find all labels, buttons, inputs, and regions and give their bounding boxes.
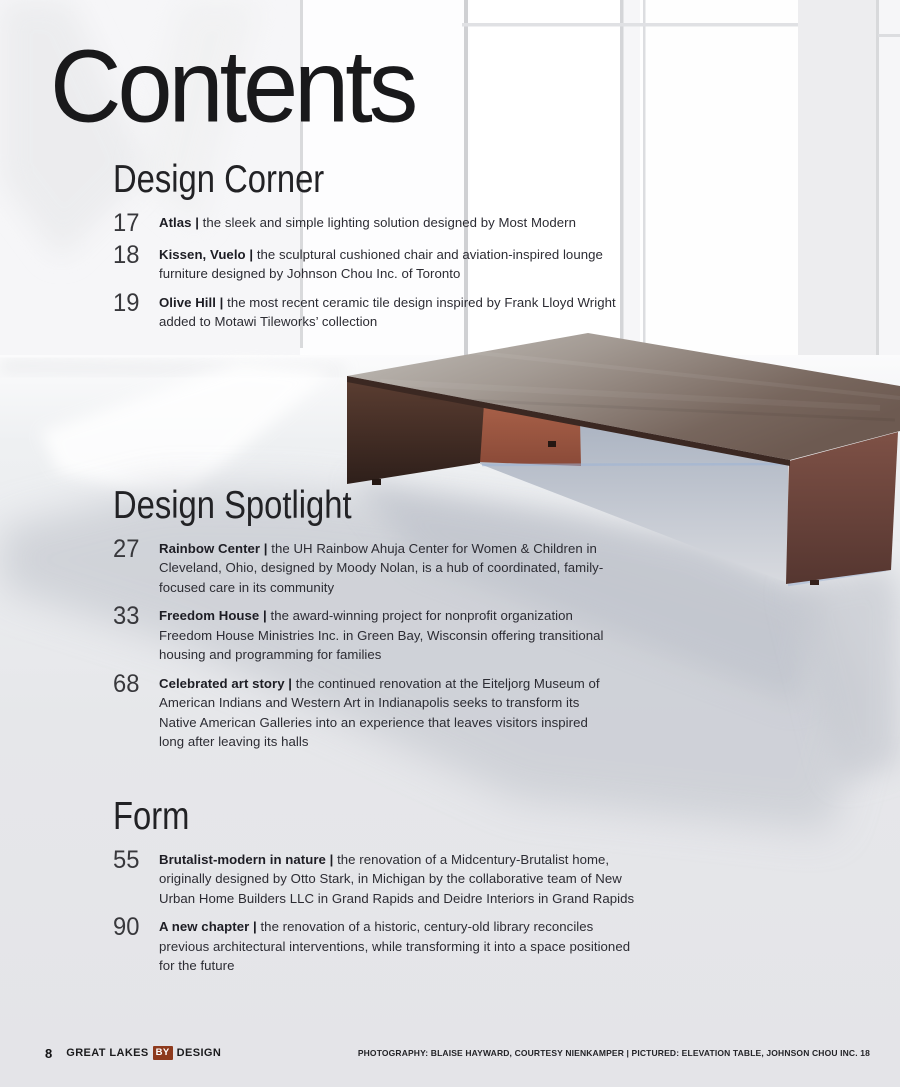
entry-text	[159, 674, 607, 752]
photo-credit: PHOTOGRAPHY: BLAISE HAYWARD, COURTESY NIENKAMPER | PICTURED: ELEVATION TABLE, JOHNSON CHOU INC. 18	[357, 1048, 870, 1058]
entry-title: Atlas |	[159, 214, 199, 230]
section-heading: Design Spotlight	[113, 484, 352, 527]
toc-entry[interactable]	[113, 534, 607, 598]
entry-description: the UH Rainbow Ahuja Center for Women & Children in Cleveland, Ohio, designed by Moody Nolan, is a hub of coordinated, family-focused care in its community	[159, 540, 604, 595]
entry-page-number: 27	[113, 534, 140, 563]
entry-text	[159, 539, 607, 598]
section-heading: Design Corner	[113, 158, 325, 201]
toc-entry[interactable]	[113, 602, 607, 665]
brand-design: DESIGN	[176, 1047, 222, 1059]
entry-title: A new chapter |	[159, 919, 257, 935]
entry-title: Olive Hill |	[159, 294, 224, 310]
section-design-corner	[113, 160, 619, 341]
entry-description: the renovation of a Midcentury-Brutalist home, originally designed by Otto Stark, in Michigan by the collaborative team of New Urban Home Builders LLC in Grand Rapids and Deidre Interiors in Grand Rapids	[159, 851, 635, 906]
section-heading: Form	[113, 795, 190, 838]
brand-by-badge: BY	[153, 1046, 173, 1060]
section-form	[113, 797, 645, 985]
entry-text	[159, 850, 645, 909]
entry-page-number: 90	[113, 913, 140, 942]
toc-entry[interactable]	[113, 669, 607, 752]
page-title: Contents	[50, 27, 415, 144]
entry-text	[159, 213, 619, 233]
entry-title: Freedom House |	[159, 608, 267, 624]
entry-description: the sculptural cushioned chair and aviation-inspired lounge furniture designed by Johnson Chou Inc. of Toronto	[159, 246, 603, 282]
entry-page-number: 68	[113, 669, 140, 698]
entry-page-number: 18	[113, 240, 140, 269]
entry-description: the most recent ceramic tile design inspired by Frank Lloyd Wright added to Motawi Tileworks’ collection	[159, 294, 616, 330]
entry-text	[159, 293, 619, 332]
toc-entry[interactable]	[113, 845, 645, 909]
entry-description: the continued renovation at the Eiteljorg Museum of American Indians and Western Art in Indianapolis seeks to transform its Native American Galleries into an experience that leaves visitors inspired long after leaving its halls	[159, 675, 600, 750]
toc-entry[interactable]	[113, 288, 619, 332]
section-design-spotlight	[113, 486, 607, 761]
entry-text	[159, 606, 607, 665]
entry-title: Kissen, Vuelo |	[159, 246, 254, 262]
entry-page-number: 33	[113, 602, 140, 631]
entry-title: Rainbow Center |	[159, 540, 268, 556]
toc-entry[interactable]	[113, 208, 619, 237]
entry-text	[159, 245, 619, 284]
footer-brand	[45, 1046, 221, 1061]
toc-entry[interactable]	[113, 240, 619, 284]
entry-text	[159, 917, 645, 976]
entry-description: the award-winning project for nonprofit organization Freedom House Ministries Inc. in Green Bay, Wisconsin offering transitional housing and programming for families	[159, 608, 604, 663]
footer	[45, 1044, 870, 1062]
entry-title: Brutalist-modern in nature |	[159, 851, 334, 867]
folio-page-number: 8	[45, 1045, 53, 1061]
entry-page-number: 55	[113, 845, 140, 874]
entry-description: the renovation of a historic, century-old library reconciles previous architectural interventions, while transforming it into a space positioned for the future	[159, 919, 631, 974]
entry-page-number: 17	[113, 208, 140, 237]
entry-description: the sleek and simple lighting solution designed by Most Modern	[202, 214, 576, 230]
entry-title: Celebrated art story |	[159, 675, 293, 691]
brand-great-lakes: GREAT LAKES	[66, 1047, 149, 1059]
toc-entry[interactable]	[113, 913, 645, 976]
entry-page-number: 19	[113, 288, 140, 317]
